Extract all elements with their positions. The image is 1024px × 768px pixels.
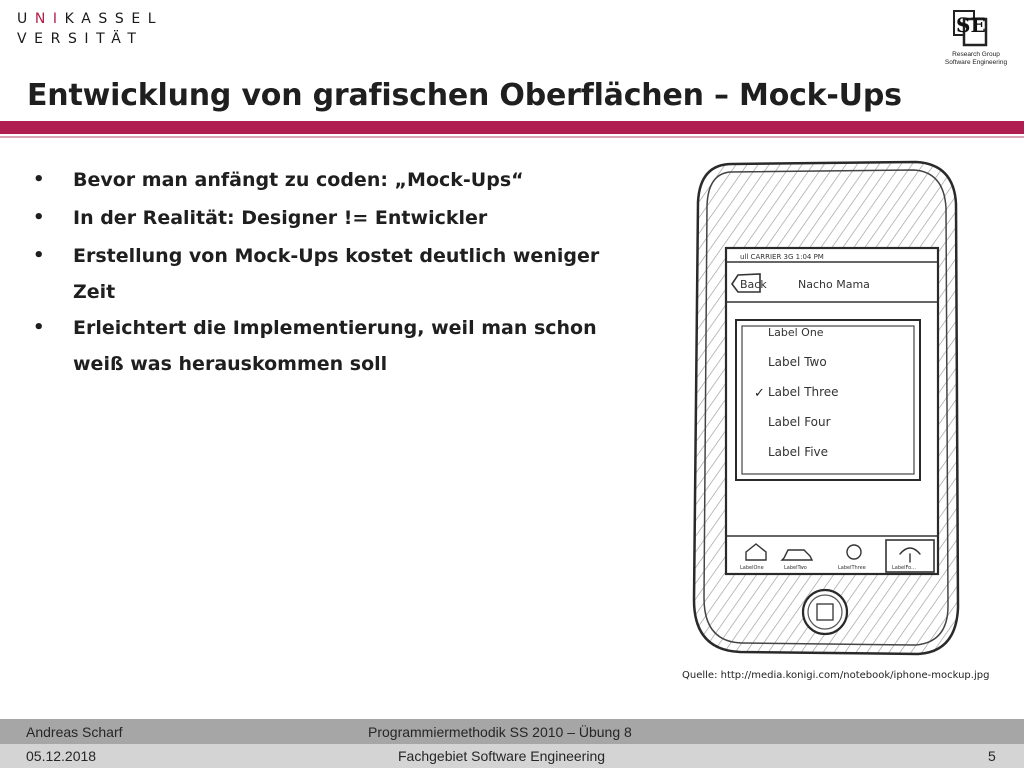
title-accent-bar <box>0 121 1024 134</box>
mockup-tab-label: LabelOne <box>740 565 764 571</box>
bullet-marker: • <box>33 207 45 228</box>
se-logo-caption-2: Software Engineering <box>944 59 1008 66</box>
research-group-se-logo <box>934 5 1018 71</box>
bullet-text: Bevor man anfängt zu coden: „Mock-Ups“ <box>73 169 524 191</box>
phone-screen <box>726 248 938 574</box>
footer-course: Programmiermethodik SS 2010 – Übung 8 <box>368 724 632 740</box>
mockup-list-item: Label Two <box>768 355 827 369</box>
home-button-sketch <box>803 590 847 634</box>
bullet-marker: • <box>33 317 45 338</box>
footer-department: Fachgebiet Software Engineering <box>398 748 606 764</box>
mockup-back-label: Back <box>740 278 767 291</box>
bullet-item <box>33 238 613 310</box>
mockup-status-bar: ull CARRIER 3G 1:04 PM <box>740 253 824 261</box>
mockup-tab-label: LabelThree <box>838 565 866 571</box>
logo-line-1: UNIKASSEL <box>17 11 164 27</box>
mockup-list-item: Label Three <box>768 385 839 399</box>
mockup-nav-title: Nacho Mama <box>798 278 870 291</box>
mockup-tab-label: LabelFo... <box>892 565 916 571</box>
mockup-list-item: Label Four <box>768 415 831 429</box>
se-logo-icon <box>934 5 1018 51</box>
university-kassel-logo <box>17 9 163 49</box>
iphone-mockup-sketch <box>680 150 970 660</box>
se-logo-letter-s: SE <box>956 13 986 37</box>
bullet-text: Erleichtert die Implementierung, weil man schon weiß was herauskommen soll <box>73 317 597 375</box>
se-logo-caption-1: Research Group <box>952 51 1000 58</box>
footer-page-number: 5 <box>988 748 996 764</box>
footer-date: 05.12.2018 <box>26 748 97 764</box>
bullet-marker: • <box>33 245 45 266</box>
image-source-caption: Quelle: http://media.konigi.com/notebook/iphone-mockup.jpg <box>682 670 990 681</box>
bullet-text: Erstellung von Mock-Ups kostet deutlich weniger Zeit <box>73 245 600 303</box>
mockup-list-item: Label One <box>768 326 824 339</box>
bullet-list <box>33 162 613 394</box>
bullet-text: In der Realität: Designer != Entwickler <box>73 207 488 229</box>
mockup-tab-label: LabelTwo <box>784 565 807 571</box>
footer-author: Andreas Scharf <box>26 724 123 740</box>
logo-line-2: VERSITÄT <box>17 31 144 47</box>
title-accent-line <box>0 136 1024 138</box>
bullet-item <box>33 310 613 382</box>
slide-title: Entwicklung von grafischen Oberflächen – Mock-Ups <box>27 78 902 113</box>
mockup-check-icon: ✓ <box>754 386 765 401</box>
mockup-list-item: Label Five <box>768 445 829 459</box>
bullet-marker: • <box>33 169 45 190</box>
bullet-item <box>33 200 613 236</box>
bullet-item <box>33 162 613 198</box>
